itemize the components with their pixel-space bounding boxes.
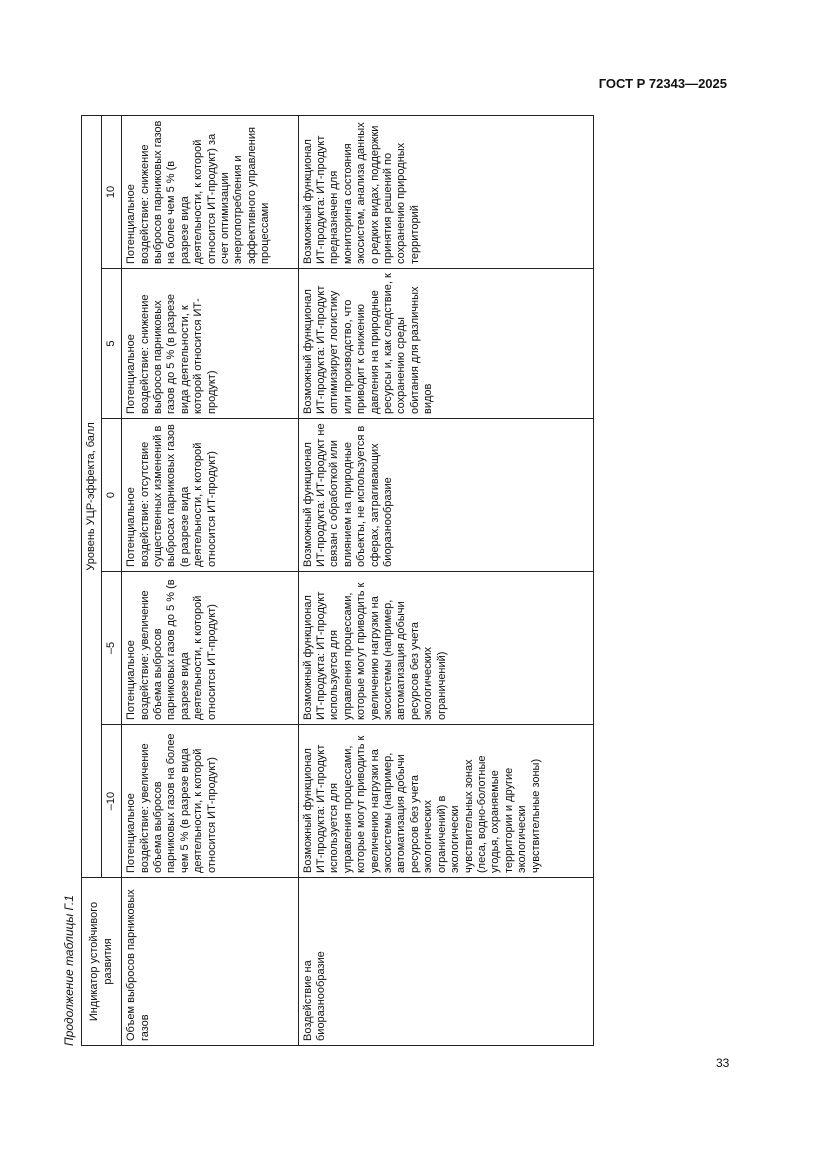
level-header-5: 5	[102, 269, 122, 419]
table-row	[298, 116, 593, 1046]
indicator-cell: Объем выбросов парниковых газов	[122, 878, 299, 1046]
indicator-cell: Воздействие на биоразнообразие	[298, 878, 593, 1046]
table-cell: Потенциальное воздействие: снижение выбросов парниковых газов до 5 % (в разрезе вида деятельности, к которой относится ИТ-продукт)	[122, 269, 299, 419]
indicator-table	[81, 115, 594, 1046]
standard-number: ГОСТ Р 72343—2025	[598, 76, 727, 91]
table-cell: Потенциальное воздействие: увеличение объема выбросов парниковых газов на более чем 5 % (в разрезе вида деятельности, к которой относится ИТ-продукт)	[122, 725, 299, 878]
table-caption: Продолжение таблицы Г.1	[62, 895, 76, 1046]
level-header-0: 0	[102, 419, 122, 572]
level-header-10: 10	[102, 116, 122, 269]
table-cell: Возможный функционал ИТ-продукта: ИТ-продукт используется для управления процессами, которые могут приводить к увеличению нагрузки на экосистемы (например, автоматизация добычи ресурсов без учета экологических ограничений) в экологически чувствительных зонах (леса, водно-болотные угодья, охраняемые территории и другие экологически чувствительные зоны)	[298, 725, 593, 878]
rotated-table-wrapper	[81, 116, 594, 1046]
level-header-minus-10: –10	[102, 725, 122, 878]
indicator-column-header: Индикатор устойчивого развития	[82, 878, 122, 1046]
table-cell: Потенциальное воздействие: увеличение объема выбросов парниковых газов до 5 % (в разрезе вида деятельности, к которой относится ИТ-продукт)	[122, 572, 299, 725]
page-number: 33	[716, 1056, 730, 1070]
table-cell: Возможный функционал ИТ-продукта: ИТ-продукт оптимизирует логистику или производство, что приводит к снижению давления на природные ресурсы и, как следствие, к сохранению среды обитания для различных видов	[298, 269, 593, 419]
table-cell: Потенциальное воздействие: снижение выбросов парниковых газов на более чем 5 % (в разрезе вида деятельности, к которой относится ИТ-продукт) за счет оптимизации энергопотребления и эффективного управления процессами	[122, 116, 299, 269]
table-cell: Потенциальное воздействие: отсутствие существенных изменений в выбросах парниковых газов (в разрезе вида деятельности, к которой относится ИТ-продукт)	[122, 419, 299, 572]
level-column-header: Уровень УЦР-эффекта, балл	[82, 116, 102, 878]
table-cell: Возможный функционал ИТ-продукта: ИТ-продукт не связан с обработкой или влиянием на природные объекты, не используется в сферах, затрагивающих биоразнообразие	[298, 419, 593, 572]
table-cell: Возможный функционал ИТ-продукта: ИТ-продукт предназначен для мониторинга состояния экосистем, анализа данных о редких видах, поддержки принятия решений по сохранению природных территорий	[298, 116, 593, 269]
table-cell: Возможный функционал ИТ-продукта: ИТ-продукт используется для управления процессами, которые могут приводить к увеличению нагрузки на экосистемы (например, автоматизация добычи ресурсов без учета экологических ограничений)	[298, 572, 593, 725]
level-header-minus-5: –5	[102, 572, 122, 725]
table-row	[122, 116, 299, 1046]
